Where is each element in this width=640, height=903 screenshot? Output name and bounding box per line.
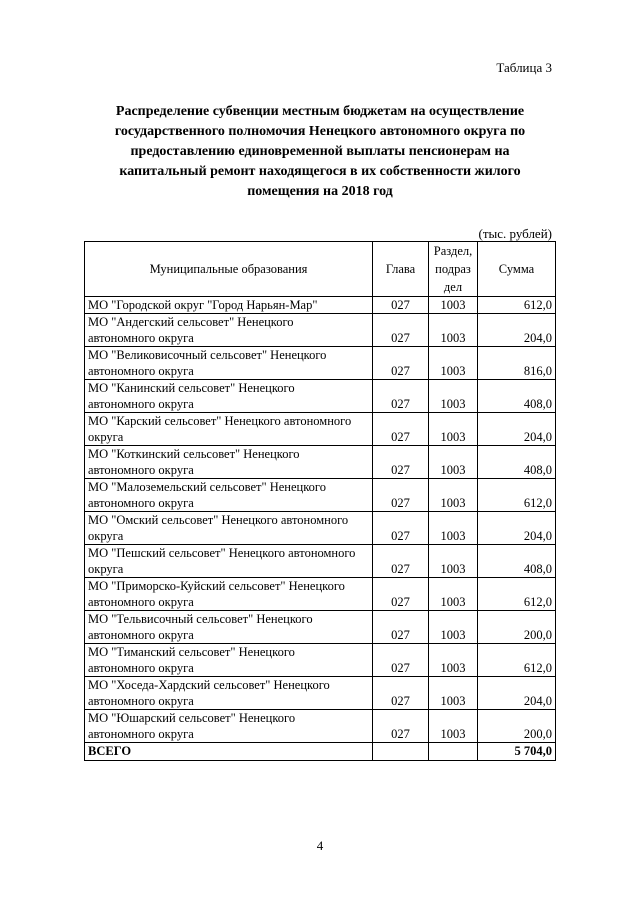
title-line: капитальный ремонт находящегося в их собственности жилого — [119, 164, 521, 179]
chapter-cell: 027 — [373, 479, 429, 512]
municipality-name-cell — [85, 710, 373, 743]
amount-cell: 612,0 — [478, 479, 556, 512]
column-header-section-line: Раздел, — [433, 244, 473, 258]
units-label: (тыс. рублей) — [478, 226, 552, 241]
municipality-name-cell — [85, 446, 373, 479]
municipality-name-line: МО "Андегский сельсовет" Ненецкого — [88, 315, 294, 329]
table-row — [85, 611, 556, 644]
total-row — [85, 743, 556, 761]
municipality-name-line: округа — [88, 529, 124, 543]
amount-cell: 408,0 — [478, 380, 556, 413]
chapter-cell: 027 — [373, 380, 429, 413]
chapter-cell: 027 — [373, 314, 429, 347]
municipality-name-line: автономного округа — [88, 694, 194, 708]
chapter-cell: 027 — [373, 578, 429, 611]
table-header-row — [85, 242, 556, 297]
column-header-name: Муниципальные образования — [85, 242, 373, 297]
municipality-name-line: МО "Приморско-Куйский сельсовет" Ненецкого — [88, 579, 345, 593]
amount-cell: 612,0 — [478, 297, 556, 314]
municipality-name-line: округа — [88, 430, 124, 444]
amount-cell: 408,0 — [478, 446, 556, 479]
section-cell: 1003 — [429, 314, 478, 347]
chapter-cell: 027 — [373, 677, 429, 710]
chapter-cell: 027 — [373, 710, 429, 743]
total-amount: 5 704,0 — [478, 743, 556, 761]
amount-cell: 204,0 — [478, 512, 556, 545]
column-header-amount: Сумма — [478, 242, 556, 297]
section-cell: 1003 — [429, 413, 478, 446]
municipality-name-line: автономного округа — [88, 397, 194, 411]
table-body — [85, 297, 556, 761]
section-cell: 1003 — [429, 347, 478, 380]
municipality-name-line: МО "Великовисочный сельсовет" Ненецкого — [88, 348, 327, 362]
municipality-name-cell — [85, 413, 373, 446]
amount-cell: 204,0 — [478, 314, 556, 347]
section-cell: 1003 — [429, 297, 478, 314]
table-row — [85, 644, 556, 677]
total-label: ВСЕГО — [85, 743, 373, 761]
section-cell: 1003 — [429, 545, 478, 578]
municipality-name-line: МО "Юшарский сельсовет" Ненецкого — [88, 711, 296, 725]
municipality-name-line: автономного округа — [88, 463, 194, 477]
municipality-name-cell — [85, 644, 373, 677]
table-row — [85, 314, 556, 347]
empty-chapter-cell — [373, 743, 429, 761]
section-cell: 1003 — [429, 512, 478, 545]
municipality-name-line: МО "Коткинский сельсовет" Ненецкого — [88, 447, 300, 461]
title-line: Распределение субвенции местным бюджетам на осуществление — [115, 104, 525, 119]
column-header-section-line: подраз — [435, 262, 471, 276]
table-row — [85, 545, 556, 578]
municipality-name-cell — [85, 512, 373, 545]
table-row — [85, 413, 556, 446]
municipality-name-line: МО "Пешский сельсовет" Ненецкого автономного — [88, 546, 356, 560]
municipality-name-line: МО "Тиманский сельсовет" Ненецкого — [88, 645, 295, 659]
municipality-name-line: автономного округа — [88, 628, 194, 642]
municipality-name-cell — [85, 380, 373, 413]
municipality-name-line: МО "Малоземельский сельсовет" Ненецкого — [88, 480, 326, 494]
municipality-name-line: МО "Карский сельсовет" Ненецкого автономного — [88, 414, 352, 428]
section-cell: 1003 — [429, 611, 478, 644]
municipality-name-line: МО "Омский сельсовет" Ненецкого автономного — [88, 513, 349, 527]
table-row — [85, 710, 556, 743]
section-cell: 1003 — [429, 578, 478, 611]
amount-cell: 204,0 — [478, 413, 556, 446]
page-number: 4 — [316, 838, 324, 853]
column-header-section-line: дел — [443, 280, 463, 294]
amount-cell: 408,0 — [478, 545, 556, 578]
amount-cell: 816,0 — [478, 347, 556, 380]
empty-section-cell — [429, 743, 478, 761]
municipality-name-line: автономного округа — [88, 661, 194, 675]
chapter-cell: 027 — [373, 611, 429, 644]
municipality-name-line: МО "Городской округ "Город Нарьян-Мар" — [88, 298, 318, 312]
municipality-name-line: автономного округа — [88, 727, 194, 741]
subvention-table — [84, 241, 556, 761]
chapter-cell: 027 — [373, 644, 429, 677]
municipality-name-line: МО "Тельвисочный сельсовет" Ненецкого — [88, 612, 313, 626]
municipality-name-line: автономного округа — [88, 364, 194, 378]
table-row — [85, 297, 556, 314]
section-cell: 1003 — [429, 677, 478, 710]
amount-cell: 200,0 — [478, 710, 556, 743]
amount-cell: 204,0 — [478, 677, 556, 710]
document-title — [84, 102, 556, 202]
section-cell: 1003 — [429, 710, 478, 743]
chapter-cell: 027 — [373, 347, 429, 380]
table-row — [85, 578, 556, 611]
chapter-cell: 027 — [373, 413, 429, 446]
chapter-cell: 027 — [373, 446, 429, 479]
municipality-name-line: МО "Канинский сельсовет" Ненецкого — [88, 381, 295, 395]
municipality-name-cell — [85, 578, 373, 611]
municipality-name-cell — [85, 297, 373, 314]
chapter-cell: 027 — [373, 545, 429, 578]
amount-cell: 612,0 — [478, 578, 556, 611]
table-row — [85, 479, 556, 512]
amount-cell: 200,0 — [478, 611, 556, 644]
municipality-name-cell — [85, 347, 373, 380]
title-line: государственного полномочия Ненецкого автономного округа по — [114, 124, 526, 139]
municipality-name-line: автономного округа — [88, 595, 194, 609]
column-header-chapter: Глава — [373, 242, 429, 297]
table-row — [85, 347, 556, 380]
table-row — [85, 446, 556, 479]
municipality-name-cell — [85, 545, 373, 578]
municipality-name-line: автономного округа — [88, 496, 194, 510]
municipality-name-line: автономного округа — [88, 331, 194, 345]
amount-cell: 612,0 — [478, 644, 556, 677]
title-line: помещения на 2018 год — [247, 184, 393, 199]
title-line: предоставлению единовременной выплаты пенсионерам на — [130, 144, 510, 159]
section-cell: 1003 — [429, 479, 478, 512]
municipality-name-cell — [85, 314, 373, 347]
table-number-label: Таблица 3 — [496, 60, 552, 75]
chapter-cell: 027 — [373, 512, 429, 545]
municipality-name-cell — [85, 479, 373, 512]
municipality-name-line: округа — [88, 562, 124, 576]
municipality-name-cell — [85, 677, 373, 710]
section-cell: 1003 — [429, 380, 478, 413]
table-row — [85, 380, 556, 413]
chapter-cell: 027 — [373, 297, 429, 314]
table-row — [85, 512, 556, 545]
municipality-name-cell — [85, 611, 373, 644]
column-header-section — [429, 242, 478, 297]
section-cell: 1003 — [429, 446, 478, 479]
municipality-name-line: МО "Хоседа-Хардский сельсовет" Ненецкого — [88, 678, 330, 692]
section-cell: 1003 — [429, 644, 478, 677]
table-row — [85, 677, 556, 710]
